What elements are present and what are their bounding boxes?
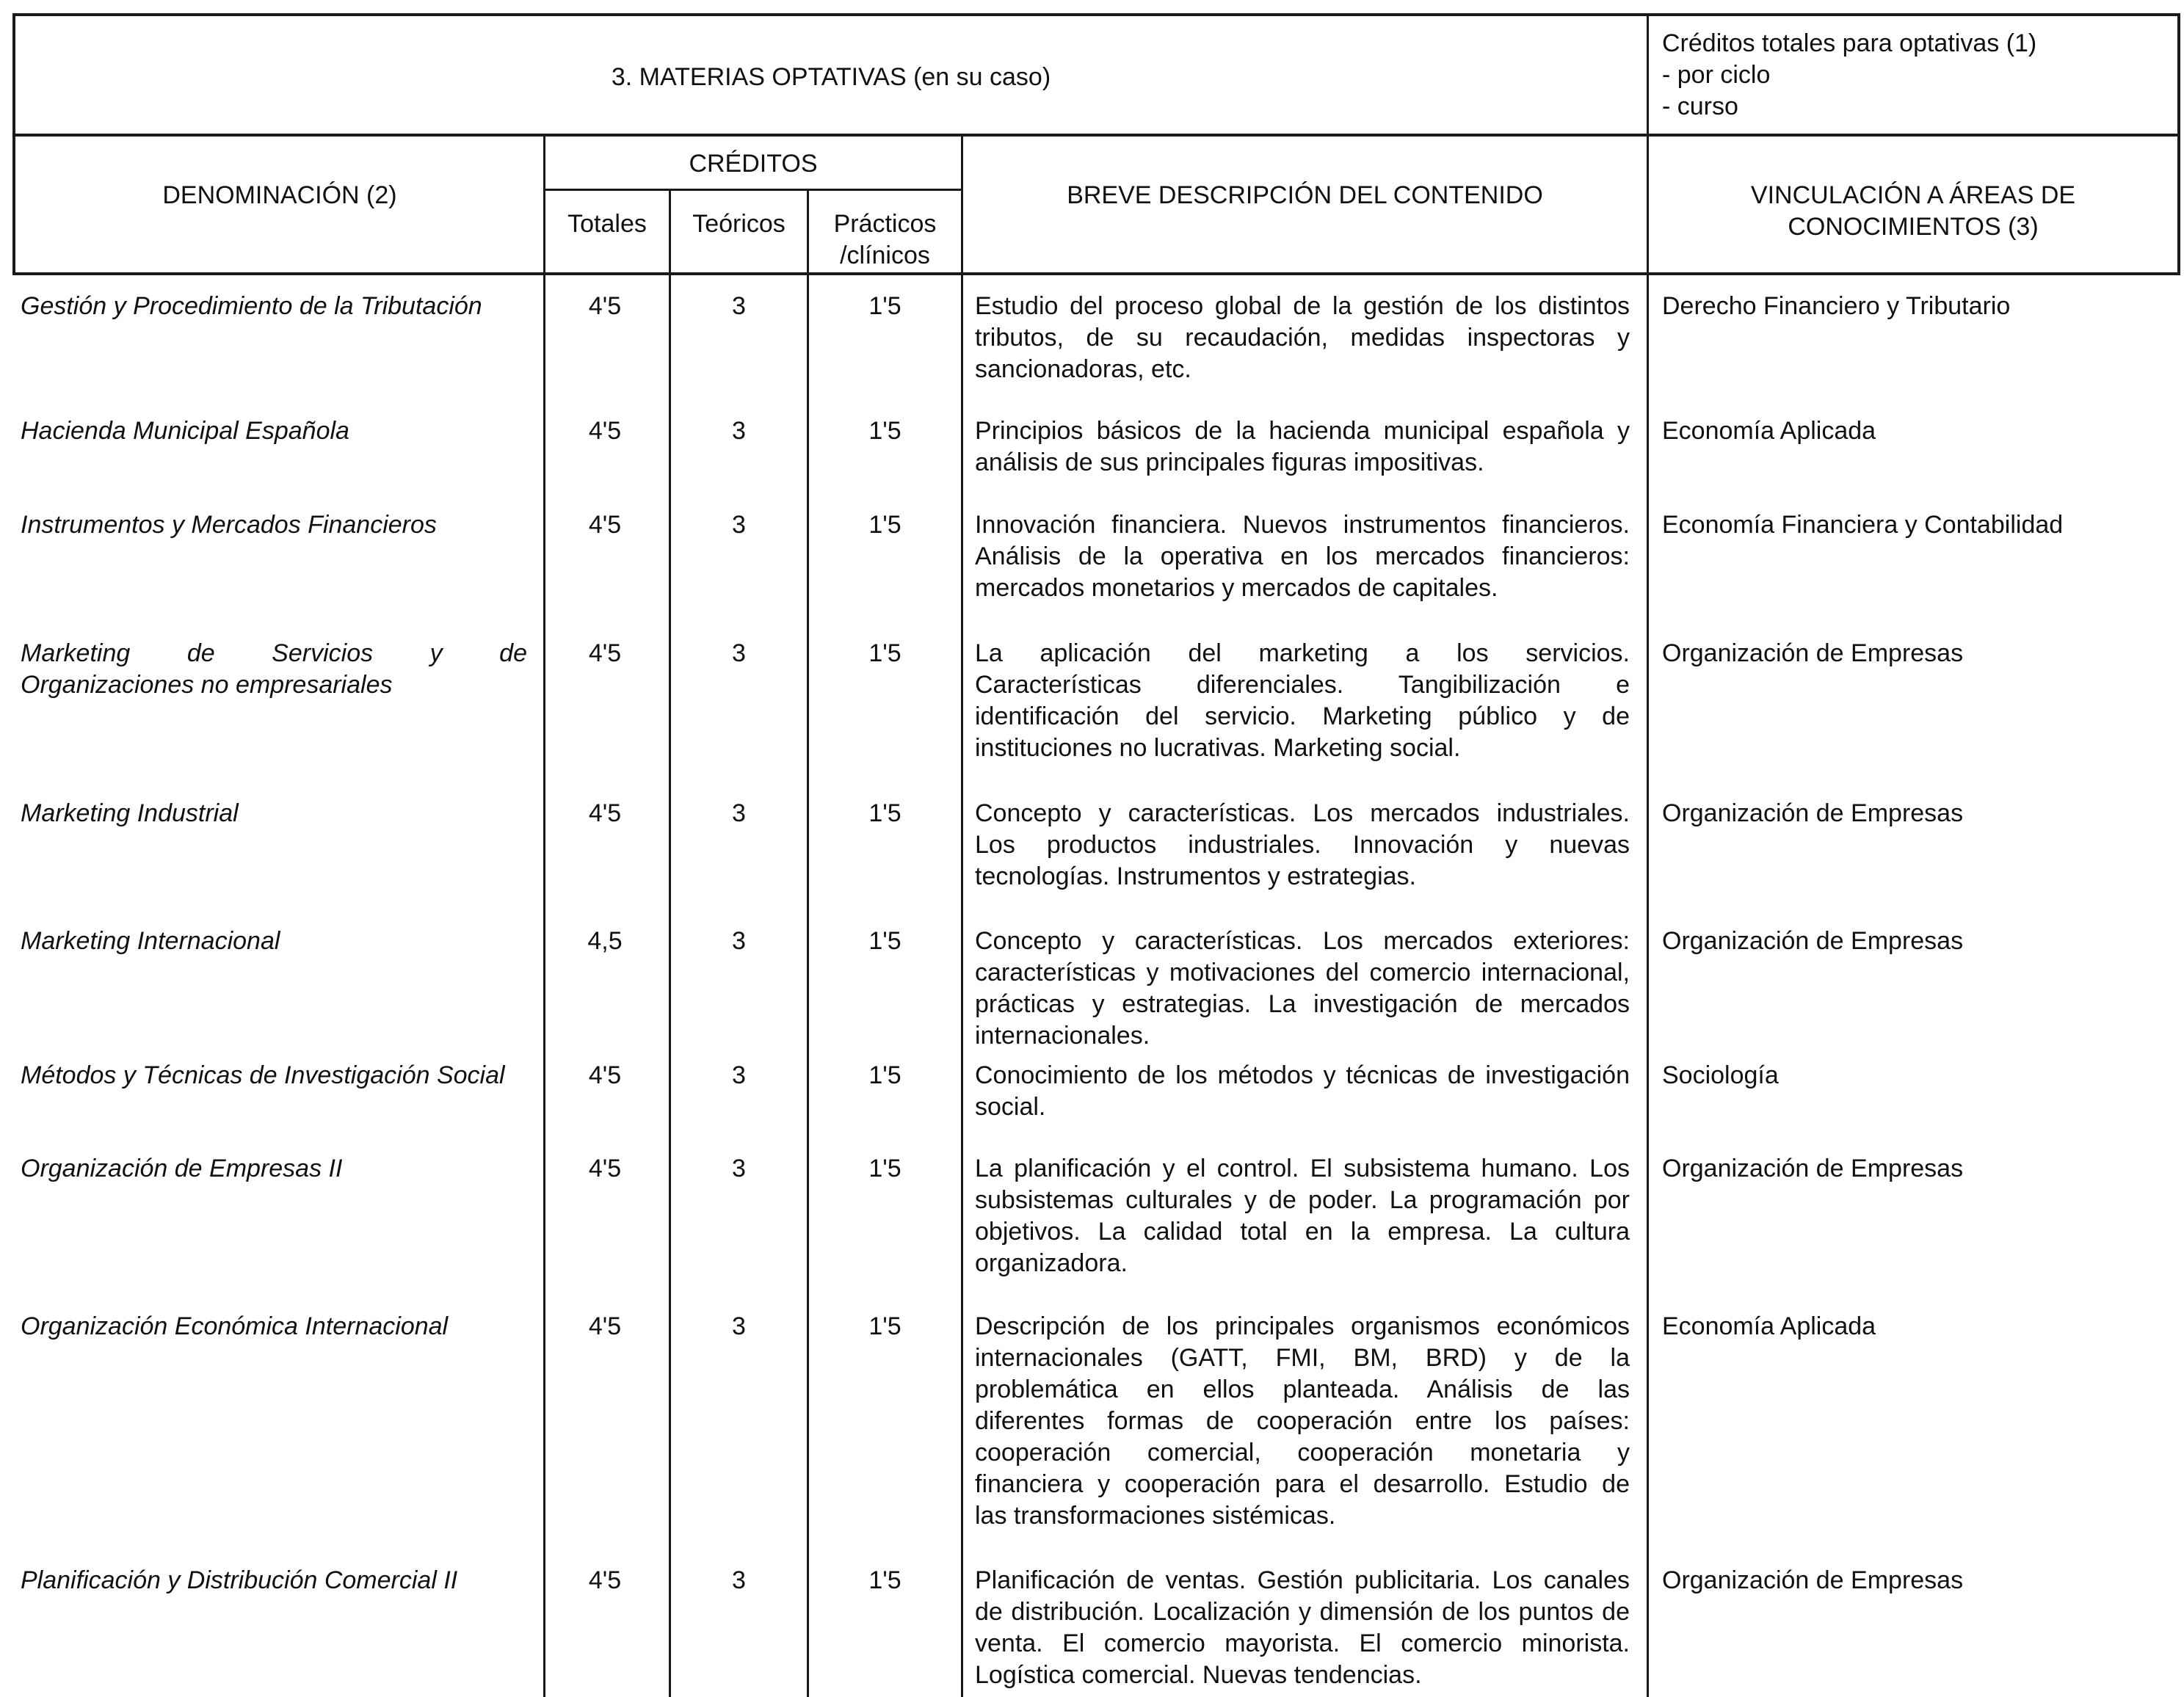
- description-line: Logística comercial. Nuevas tendencias.: [975, 1661, 1422, 1689]
- credits-practicos: 1'5: [868, 1312, 901, 1340]
- description-line: internacionales (GATT, FMI, BM, BRD) y de la: [975, 1344, 1630, 1372]
- credits-practicos: 1'5: [868, 1155, 901, 1182]
- description-line: Los productos industriales. Innovación y nuevas: [975, 831, 1630, 859]
- description-line: tecnologías. Instrumentos y estrategias.: [975, 862, 1416, 890]
- description-line: diferentes formas de cooperación entre los países:: [975, 1407, 1630, 1435]
- subject-name-line: Organizaciones no empresariales: [21, 671, 393, 699]
- table-left-border: [12, 13, 15, 275]
- subject-name-line: Organización Económica Internacional: [21, 1312, 449, 1340]
- credits-totales: 4'5: [588, 1155, 622, 1182]
- credits-teoricos: 3: [732, 1312, 746, 1340]
- subject-name-line: Marketing Industrial: [21, 799, 239, 827]
- knowledge-area: Organización de Empresas: [1662, 639, 1964, 667]
- credits-note-line: - curso: [1662, 92, 1738, 120]
- description-line: las transformaciones sistémicas.: [975, 1502, 1336, 1530]
- credits-practicos: 1'5: [868, 927, 901, 955]
- credits-totales: 4'5: [588, 799, 622, 827]
- col-divider-title: [1647, 13, 1649, 1697]
- credits-teoricos: 3: [732, 927, 746, 955]
- header-vinculacion: [1649, 180, 2177, 243]
- subject-description: [975, 1565, 1630, 1691]
- description-line: problemática en ellos planteada. Análisis de las: [975, 1376, 1630, 1403]
- header-vinculacion-line: VINCULACIÓN A ÁREAS DE: [1750, 181, 2076, 209]
- subject-name-line: Métodos y Técnicas de Investigación Social: [21, 1061, 505, 1089]
- subject-name: [21, 291, 527, 322]
- subject-name: [21, 926, 527, 957]
- description-line: tributos, de su recaudación, medidas inspectoras y: [975, 324, 1630, 352]
- subject-description: [975, 509, 1630, 604]
- credits-totales: 4'5: [588, 292, 622, 320]
- header-bottom-border: [12, 272, 2180, 275]
- description-line: venta. El comercio mayorista. El comercio minorista.: [975, 1629, 1630, 1657]
- credits-note-line: Créditos totales para optativas (1): [1662, 29, 2037, 57]
- header-practicos-line: /clínicos: [840, 241, 930, 269]
- credits-note-line: - por ciclo: [1662, 61, 1771, 89]
- subject-name-line: Instrumentos y Mercados Financieros: [21, 511, 437, 539]
- subject-name: [21, 509, 527, 541]
- header-practicos-line: Prácticos: [833, 210, 937, 238]
- subject-description: [975, 1060, 1630, 1123]
- credits-practicos: 1'5: [868, 639, 901, 667]
- table-top-border: [12, 13, 2180, 16]
- subject-name: [21, 1060, 527, 1091]
- creditos-divider: [543, 189, 962, 191]
- knowledge-area: Economía Aplicada: [1662, 417, 1876, 445]
- table-right-border: [2177, 13, 2180, 275]
- credits-totales: 4'5: [588, 1061, 622, 1089]
- knowledge-area: Organización de Empresas: [1662, 1155, 1964, 1182]
- description-line: Características diferenciales. Tangibilización e: [975, 671, 1630, 699]
- description-line: La aplicación del marketing a los servicios.: [975, 639, 1630, 667]
- knowledge-area: Organización de Empresas: [1662, 927, 1964, 955]
- credits-totales: 4'5: [588, 639, 622, 667]
- description-line: instituciones no lucrativas. Marketing social.: [975, 734, 1461, 762]
- description-line: identificación del servicio. Marketing público y de: [975, 702, 1630, 730]
- description-line: organizadora.: [975, 1249, 1128, 1277]
- subject-description: [975, 1153, 1630, 1279]
- subject-description: [975, 798, 1630, 893]
- description-line: cooperación comercial, cooperación monetaria y: [975, 1439, 1630, 1467]
- knowledge-area: Economía Aplicada: [1662, 1312, 1876, 1340]
- credits-practicos: 1'5: [868, 417, 901, 445]
- credits-totales: 4'5: [588, 511, 622, 539]
- subject-name: [21, 1153, 527, 1185]
- header-vinculacion-line: CONOCIMIENTOS (3): [1788, 213, 2039, 241]
- description-line: mercados monetarios y mercados de capitales.: [975, 574, 1498, 602]
- credits-practicos: 1'5: [868, 799, 901, 827]
- credits-teoricos: 3: [732, 1155, 746, 1182]
- knowledge-area: Sociología: [1662, 1061, 1779, 1089]
- description-line: de distribución. Localización y dimensión de los puntos de: [975, 1598, 1630, 1626]
- subject-description: [975, 926, 1630, 1052]
- subject-description: [975, 1311, 1630, 1532]
- header-totales: Totales: [567, 210, 647, 238]
- header-teoricos: Teóricos: [692, 210, 786, 238]
- subject-name-line: Organización de Empresas II: [21, 1155, 343, 1182]
- description-line: prácticas y estrategias. La investigación de mercados: [975, 990, 1630, 1018]
- credits-teoricos: 3: [732, 1566, 746, 1594]
- credits-totales: 4'5: [588, 1312, 622, 1340]
- subject-name: [21, 415, 527, 447]
- subject-description: [975, 415, 1630, 479]
- subject-name: [21, 1311, 527, 1342]
- description-line: Análisis de la operativa en los mercados financieros:: [975, 542, 1630, 570]
- knowledge-area: Organización de Empresas: [1662, 799, 1964, 827]
- credits-teoricos: 3: [732, 292, 746, 320]
- section-title: 3. MATERIAS OPTATIVAS (en su caso): [611, 63, 1051, 91]
- description-line: La planificación y el control. El subsistema humano. Los: [975, 1155, 1630, 1182]
- header-practicos: [809, 208, 961, 272]
- credits-totales: 4'5: [588, 417, 622, 445]
- subject-name-line: Gestión y Procedimiento de la Tributación: [21, 292, 482, 320]
- credits-teoricos: 3: [732, 417, 746, 445]
- col-divider-denominacion: [543, 134, 545, 1697]
- description-line: Planificación de ventas. Gestión publicitaria. Los canales: [975, 1566, 1630, 1594]
- credits-totales: 4,5: [587, 927, 623, 955]
- subject-name: [21, 638, 527, 701]
- description-line: Innovación financiera. Nuevos instrumentos financieros.: [975, 511, 1630, 539]
- description-line: internacionales.: [975, 1022, 1150, 1050]
- description-line: objetivos. La calidad total en la empresa. La cultura: [975, 1218, 1630, 1246]
- description-line: financiera y cooperación para el desarrollo. Estudio de: [975, 1470, 1630, 1498]
- description-line: Principios básicos de la hacienda municipal española y: [975, 417, 1630, 445]
- subject-description: [975, 638, 1630, 764]
- subject-name: [21, 798, 527, 829]
- description-line: Concepto y características. Los mercados exteriores:: [975, 927, 1630, 955]
- header-descripcion: BREVE DESCRIPCIÓN DEL CONTENIDO: [1067, 181, 1543, 209]
- header-creditos: CRÉDITOS: [689, 150, 818, 178]
- credits-practicos: 1'5: [868, 292, 901, 320]
- description-line: análisis de sus principales figuras impositivas.: [975, 448, 1484, 476]
- subject-description: [975, 291, 1630, 385]
- credits-teoricos: 3: [732, 799, 746, 827]
- credits-teoricos: 3: [732, 1061, 746, 1089]
- subject-name-line: Planificación y Distribución Comercial II: [21, 1566, 458, 1594]
- knowledge-area: Economía Financiera y Contabilidad: [1662, 511, 2064, 539]
- credits-practicos: 1'5: [868, 1566, 901, 1594]
- credits-teoricos: 3: [732, 511, 746, 539]
- credits-practicos: 1'5: [868, 1061, 901, 1089]
- knowledge-area: Derecho Financiero y Tributario: [1662, 292, 2011, 320]
- credits-totales: 4'5: [588, 1566, 622, 1594]
- description-line: Descripción de los principales organismos económicos: [975, 1312, 1630, 1340]
- description-line: Conocimiento de los métodos y técnicas de investigación: [975, 1061, 1630, 1089]
- header-denominacion: DENOMINACIÓN (2): [162, 181, 397, 209]
- subject-name-line: Marketing de Servicios y de: [21, 639, 527, 667]
- description-line: características y motivaciones del comercio internacional,: [975, 959, 1630, 986]
- description-line: subsistemas culturales y de poder. La programación por: [975, 1186, 1630, 1214]
- description-line: Concepto y características. Los mercados industriales.: [975, 799, 1630, 827]
- subject-name: [21, 1565, 527, 1596]
- credits-teoricos: 3: [732, 639, 746, 667]
- credits-note: [1662, 28, 2169, 123]
- subject-name-line: Hacienda Municipal Española: [21, 417, 349, 445]
- credits-practicos: 1'5: [868, 511, 901, 539]
- description-line: sancionadoras, etc.: [975, 355, 1191, 383]
- col-divider-practicos: [961, 134, 963, 1697]
- description-line: social.: [975, 1093, 1046, 1121]
- description-line: Estudio del proceso global de la gestión de los distintos: [975, 292, 1630, 320]
- subject-name-line: Marketing Internacional: [21, 927, 280, 955]
- knowledge-area: Organización de Empresas: [1662, 1566, 1964, 1594]
- title-bottom-border: [12, 134, 2180, 137]
